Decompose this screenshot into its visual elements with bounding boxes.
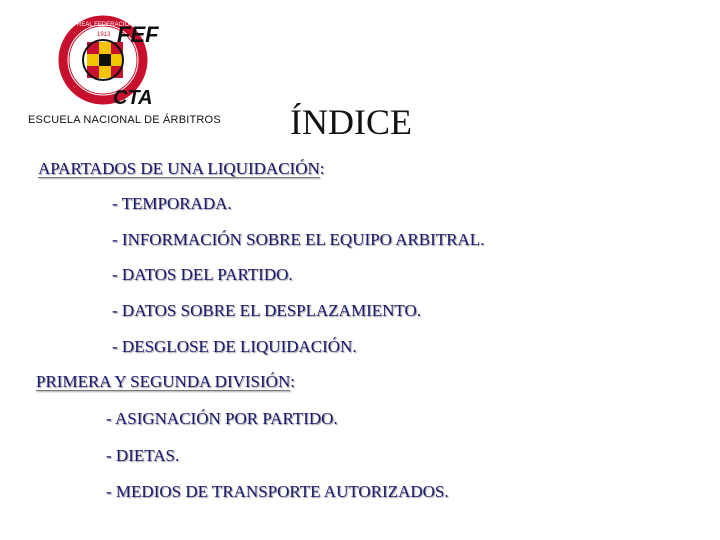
svg-text:FEF: FEF	[117, 22, 159, 47]
section-heading-colon: :	[319, 159, 325, 178]
list-item: - TEMPORADA.	[112, 194, 232, 213]
section-heading-colon: :	[290, 372, 295, 391]
list-item: - DATOS DEL PARTIDO.	[112, 265, 293, 284]
list-item: - INFORMACIÓN SOBRE EL EQUIPO ARBITRAL.	[112, 230, 485, 249]
list-item: - DESGLOSE DE LIQUIDACIÓN.	[112, 337, 357, 356]
svg-text:1913: 1913	[97, 32, 111, 38]
list-item: - DIETAS.	[106, 446, 180, 465]
section-heading-text: PRIMERA Y SEGUNDA DIVISIÓN	[36, 372, 291, 391]
page-title: ÍNDICE	[290, 102, 412, 142]
section-heading-liquidacion	[38, 160, 324, 177]
federation-logo	[55, 12, 165, 112]
section-heading-divisiones	[36, 373, 295, 390]
list-item: - DATOS SOBRE EL DESPLAZAMIENTO.	[112, 301, 422, 320]
school-name: ESCUELA NACIONAL DE ÁRBITROS	[28, 114, 221, 126]
list-item: - MEDIOS DE TRANSPORTE AUTORIZADOS.	[106, 482, 449, 501]
svg-text:CTA: CTA	[113, 87, 153, 109]
section-heading-text: APARTADOS DE UNA LIQUIDACIÓN	[38, 159, 320, 178]
list-item: - ASIGNACIÓN POR PARTIDO.	[106, 409, 338, 428]
svg-text:REAL FEDERACIÓN ESPAÑOLA DE FÚ: REAL FEDERACIÓN ESPAÑOLA	[77, 22, 165, 28]
